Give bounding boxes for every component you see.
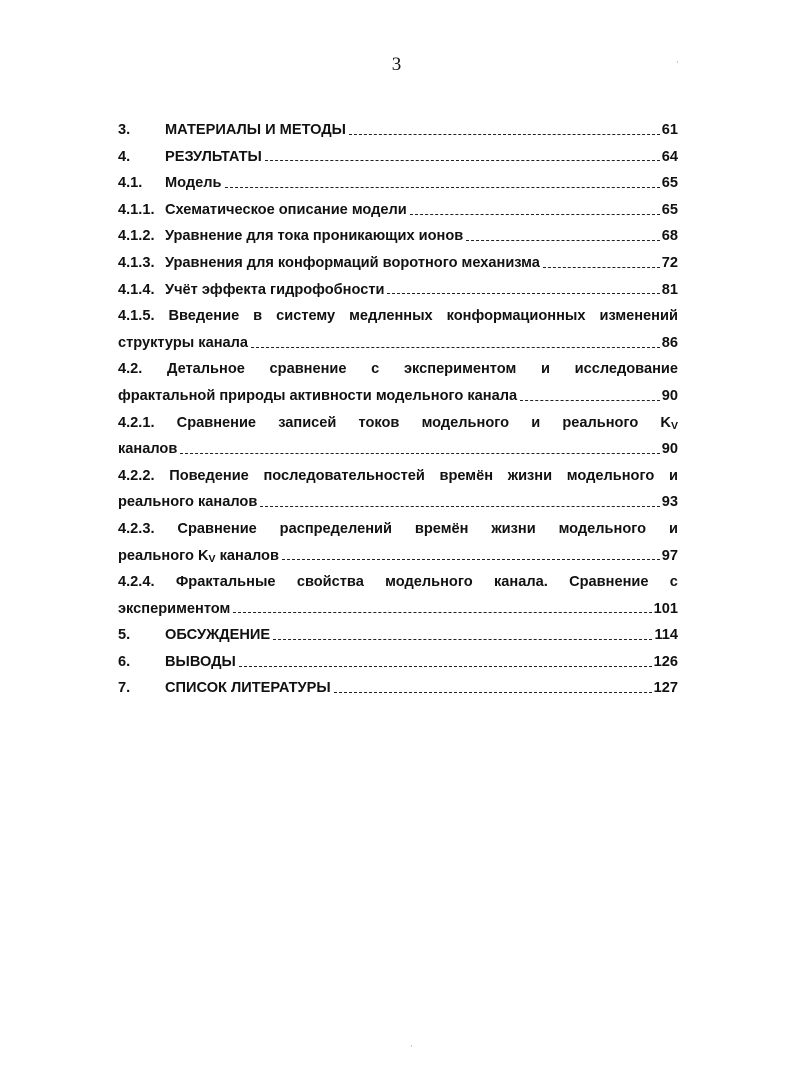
toc-word: времён xyxy=(414,520,469,537)
k-letter: K xyxy=(660,414,671,431)
toc-entry-title: Уравнение для тока проникающих ионов xyxy=(165,228,464,245)
toc-word: свойства xyxy=(296,574,364,591)
toc-word: в xyxy=(253,308,263,325)
toc-entry-line1 xyxy=(118,516,678,543)
toc-entry-page: 81 xyxy=(661,281,678,298)
toc-entry-number: 4.2. xyxy=(118,361,143,378)
toc-entry-number: 3. xyxy=(118,122,131,138)
toc-entry-title: ОБСУЖДЕНИЕ xyxy=(165,627,271,644)
dot-leader xyxy=(260,506,659,507)
toc-entry-line2 xyxy=(118,383,678,410)
toc-word: реального xyxy=(118,547,194,564)
toc-entry-number: 5. xyxy=(118,627,131,644)
toc-entry-line2 xyxy=(118,543,678,570)
toc-entry-number: 4.1.2. xyxy=(118,228,155,245)
toc-entry-page: 90 xyxy=(661,387,678,404)
dot-leader xyxy=(273,639,652,640)
toc-entry-title: структуры канала xyxy=(118,334,249,351)
toc-entry xyxy=(118,170,678,197)
toc-word: медленных xyxy=(349,308,433,325)
toc-entry-number: 4. xyxy=(118,148,131,165)
scan-speck: · xyxy=(676,58,679,68)
toc-entry xyxy=(118,117,678,144)
toc-entry xyxy=(118,649,678,676)
toc-entry-line1 xyxy=(118,356,678,383)
toc-entry-page: 64 xyxy=(661,148,678,165)
table-of-contents xyxy=(118,117,678,702)
k-subscript: V xyxy=(670,419,678,432)
dot-leader xyxy=(282,559,660,560)
dot-leader xyxy=(520,400,660,401)
toc-word: Введение xyxy=(168,308,240,325)
toc-entry-number: 4.2.2. xyxy=(118,467,155,484)
toc-word: жизни xyxy=(507,467,553,484)
toc-entry-line2 xyxy=(118,436,678,463)
toc-entry-page: 61 xyxy=(661,122,678,138)
toc-word: с xyxy=(669,574,678,591)
kv-symbol xyxy=(198,548,216,564)
toc-word: записей xyxy=(278,414,337,431)
toc-entry-page: 126 xyxy=(653,653,678,670)
toc-entry-line2 xyxy=(118,596,678,623)
toc-entry-page: 86 xyxy=(661,334,678,351)
toc-entry-number: 4.1.5. xyxy=(118,308,155,325)
dot-leader xyxy=(225,187,660,188)
toc-word: Сравнение xyxy=(176,414,257,431)
dot-leader xyxy=(233,612,651,613)
toc-entry-number: 4.1.3. xyxy=(118,254,155,271)
toc-entry-title: СПИСОК ЛИТЕРАТУРЫ xyxy=(165,680,331,697)
toc-word: канала. xyxy=(493,574,548,591)
toc-entry-title: МАТЕРИАЛЫ И МЕТОДЫ xyxy=(165,122,346,138)
toc-entry-title xyxy=(118,543,279,570)
toc-entry xyxy=(118,144,678,171)
toc-entry-number: 4.1. xyxy=(118,175,143,192)
toc-word: с xyxy=(371,361,380,378)
toc-word: времён xyxy=(439,467,494,484)
toc-entry-title: Схематическое описание модели xyxy=(165,201,407,218)
toc-entry-title: фрактальной природы активности модельного канала xyxy=(118,387,518,404)
dot-leader xyxy=(387,293,659,294)
toc-entry-number: 6. xyxy=(118,653,131,670)
toc-entry-title: Учёт эффекта гидрофобности xyxy=(165,281,385,298)
toc-entry-title: реального каналов xyxy=(118,494,258,511)
toc-word: Фрактальные xyxy=(175,574,276,591)
toc-entry-title: экспериментом xyxy=(118,600,231,617)
toc-entry-line1 xyxy=(118,463,678,490)
toc-entry-number: 7. xyxy=(118,680,131,697)
toc-entry-page: 97 xyxy=(661,547,678,564)
dot-leader xyxy=(466,240,660,241)
toc-word: модельного xyxy=(385,574,473,591)
toc-entry-number: 4.2.4. xyxy=(118,574,155,591)
toc-word: последовательностей xyxy=(263,467,425,484)
toc-word: и xyxy=(668,467,678,484)
dot-leader xyxy=(180,453,659,454)
toc-word: Сравнение xyxy=(177,520,257,537)
toc-entry-number: 4.2.1. xyxy=(118,414,155,431)
toc-entry-title: РЕЗУЛЬТАТЫ xyxy=(165,148,262,165)
toc-word: и xyxy=(668,520,678,537)
toc-entry-page: 127 xyxy=(653,680,678,697)
toc-word: каналов xyxy=(219,547,279,564)
dot-leader xyxy=(410,214,660,215)
scan-speck: · xyxy=(410,1042,413,1052)
toc-word: Поведение xyxy=(169,467,249,484)
dot-leader xyxy=(251,347,660,348)
k-subscript: V xyxy=(208,552,216,565)
dot-leader xyxy=(239,666,652,667)
toc-entry-page: 114 xyxy=(654,627,678,644)
toc-entry xyxy=(118,250,678,277)
toc-word: модельного xyxy=(558,520,647,537)
toc-entry-line1 xyxy=(118,303,678,330)
toc-word: и xyxy=(531,414,541,431)
toc-entry-title: Уравнения для конформаций воротного механизма xyxy=(165,254,540,271)
toc-entry-page: 65 xyxy=(661,201,678,218)
toc-entry-page: 90 xyxy=(661,441,678,458)
toc-word: систему xyxy=(276,308,336,325)
toc-word: токов xyxy=(358,414,400,431)
toc-entry xyxy=(118,197,678,224)
toc-word: реального xyxy=(562,414,639,431)
toc-word: жизни xyxy=(491,520,536,537)
toc-entry xyxy=(118,223,678,250)
toc-word: модельного xyxy=(421,414,510,431)
toc-entry-line2 xyxy=(118,489,678,516)
toc-entry-title: Модель xyxy=(165,175,222,192)
toc-entry-line1 xyxy=(118,569,678,596)
toc-word: сравнение xyxy=(269,361,347,378)
toc-entry-number: 4.1.1. xyxy=(118,201,155,218)
page-number: 3 xyxy=(391,54,402,75)
k-letter: K xyxy=(197,547,209,564)
toc-word: Сравнение xyxy=(569,574,649,591)
dot-leader xyxy=(349,134,660,135)
toc-word: и xyxy=(540,361,550,378)
toc-word: Детальное xyxy=(167,361,245,378)
toc-entry-line2 xyxy=(118,330,678,357)
toc-entry-page: 68 xyxy=(661,228,678,245)
toc-entry-number: 4.2.3. xyxy=(118,520,155,537)
toc-entry-page: 101 xyxy=(653,600,678,617)
toc-word: исследование xyxy=(574,361,678,378)
toc-entry-title: каналов xyxy=(118,441,178,458)
toc-entry-number: 4.1.4. xyxy=(118,281,155,298)
toc-entry xyxy=(118,622,678,649)
toc-entry-page: 93 xyxy=(661,494,678,511)
toc-word: конформационных xyxy=(446,308,586,325)
dot-leader xyxy=(334,692,652,693)
toc-word: распределений xyxy=(279,520,392,537)
toc-word: модельного xyxy=(566,467,655,484)
toc-entry-line1 xyxy=(118,410,678,437)
toc-word: экспериментом xyxy=(403,361,517,378)
toc-entry xyxy=(118,277,678,304)
toc-entry-page: 72 xyxy=(661,254,678,271)
toc-word: изменений xyxy=(599,308,678,325)
toc-entry xyxy=(118,675,678,702)
toc-entry-title: ВЫВОДЫ xyxy=(165,653,236,670)
kv-symbol xyxy=(660,410,678,437)
dot-leader xyxy=(543,267,660,268)
toc-entry-page: 65 xyxy=(661,175,678,192)
dot-leader xyxy=(265,160,660,161)
